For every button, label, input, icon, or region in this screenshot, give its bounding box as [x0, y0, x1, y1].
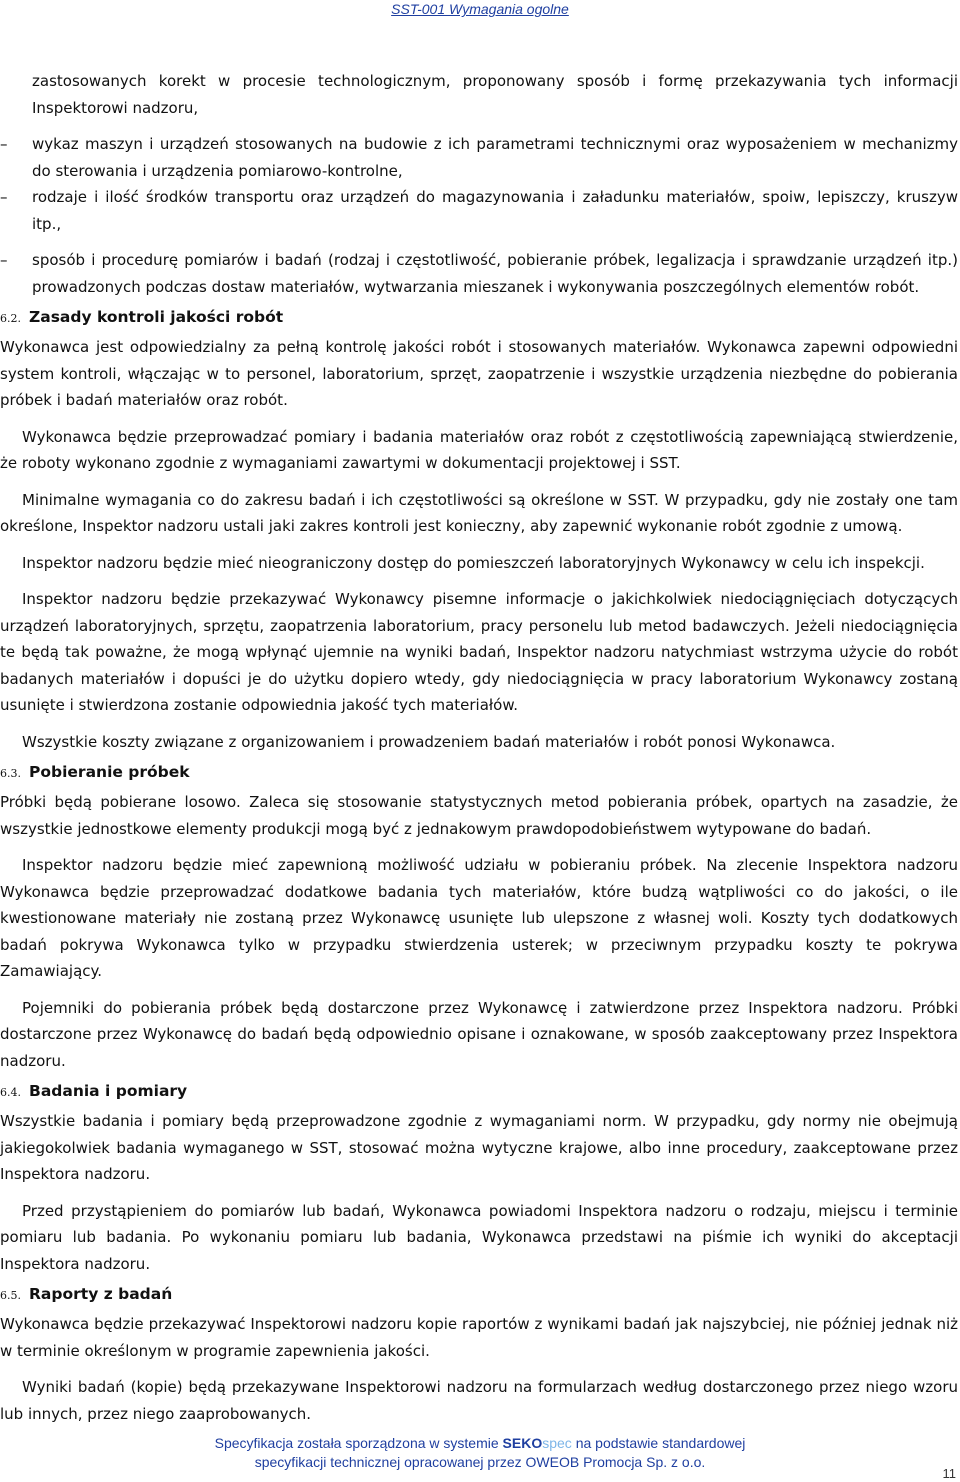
section-number: 6.4.	[0, 1086, 21, 1099]
list-dash: –	[0, 251, 8, 269]
paragraph: Wykonawca będzie przekazywać Inspektorowi nadzoru kopie raportów z wynikami badań jak najszybciej, nie później jednak niż w terminie określonym w programie zapewnienia jakości.	[0, 1315, 958, 1360]
list-item-text: zastosowanych korekt w procesie technologicznym, proponowany sposób i formę przekazywania tych informacji Inspektorowi nadzoru,	[32, 72, 958, 117]
section-number: 6.3.	[0, 767, 21, 780]
list-item	[0, 68, 958, 121]
page-number: 11	[942, 1466, 956, 1481]
list-dash: –	[0, 135, 8, 153]
section-title: Pobieranie próbek	[29, 763, 190, 781]
section-heading	[0, 757, 958, 789]
section-title: Badania i pomiary	[29, 1082, 188, 1100]
footer-text: Specyfikacja została sporządzona w systemie	[214, 1435, 499, 1451]
paragraph: Przed przystąpieniem do pomiarów lub badań, Wykonawca powiadomi Inspektora nadzoru o rodzaju, miejscu i terminie pomiaru lub badania. Po wykonaniu pomiaru lub badania, Wykonawca przedstawi na piśmie ich wyniki do akceptacji Inspektora nadzoru.	[0, 1201, 958, 1273]
section-title: Raporty z badań	[29, 1285, 173, 1303]
section-number: 6.5.	[0, 1289, 21, 1302]
paragraph: Wykonawca jest odpowiedzialny za pełną kontrolę jakości robót i stosowanych materiałów. Wykonawca zapewni odpowiedni system kontroli, włączając w to personel, laboratorium, sprzęt, zaopatrzenie i wszystkie urządzenia niezbędne do pobierania próbek i badań materiałów oraz robót.	[0, 338, 958, 409]
paragraph: Inspektor nadzoru będzie przekazywać Wykonawcy pisemne informacje o jakichkolwiek niedociągnięciach dotyczących urządzeń laboratoryjnych, sprzętu, zaopatrzenia laboratorium, pracy personelu lub metod badawczych. Jeżeli niedociągnięcia te będą tak poważne, że mogą wpłynąć ujemnie na wyniki badań, Inspektor nadzoru natychmiast wstrzyma użycie do robót badanych materiałów i dopuści je do użytku dopiero wtedy, gdy niedociągnięcia w pracy laboratorium Wykonawcy zostaną usunięte i stwierdzona zostanie odpowiednia jakość tych materiałów.	[0, 590, 958, 714]
paragraph: Inspektor nadzoru będzie mieć nieograniczony dostęp do pomieszczeń laboratoryjnych Wykonawcy w celu ich inspekcji.	[22, 553, 925, 572]
paragraph: Wszystkie koszty związane z organizowaniem i prowadzeniem badań materiałów i robót ponosi Wykonawca.	[22, 732, 836, 751]
paragraph: Próbki będą pobierane losowo. Zaleca się stosowanie statystycznych metod pobierania próbek, opartych na zasadzie, że wszystkie jednostkowe elementy produkcji mogą być z jednakowym prawdopodobieństwem wytypowane do badań.	[0, 793, 958, 838]
sekospec-logo	[503, 1435, 572, 1451]
paragraph: Minimalne wymagania co do zakresu badań i ich częstotliwości są określone w SST. W przypadku, gdy nie zostały one tam określone, Inspektor nadzoru ustali jaki zakres kontroli jest konieczny, aby zapewnić wykonanie robót zgodnie z umową.	[0, 490, 958, 535]
paragraph: Wyniki badań (kopie) będą przekazywane Inspektorowi nadzoru na formularzach według dostarczonego przez niego wzoru lub innych, przez niego zaaprobowanych.	[0, 1378, 958, 1423]
paragraph: Wykonawca będzie przeprowadzać pomiary i badania materiałów oraz robót z częstotliwością zapewniającą stwierdzenie, że roboty wykonano zgodnie z wymaganiami zawartymi w dokumentacji projektowej i SST.	[0, 427, 958, 472]
paragraph: Pojemniki do pobierania próbek będą dostarczone przez Wykonawcę i zatwierdzone przez Inspektora nadzoru. Próbki dostarczone przez Wykonawcę do badań będą odpowiednio opisane i oznakowane, w sposób zaakceptowany przez Inspektora nadzoru.	[0, 998, 958, 1070]
footer-line-1	[0, 1434, 960, 1453]
section-heading	[0, 1279, 958, 1311]
list-item	[0, 247, 958, 300]
logo-part-spec: spec	[542, 1435, 572, 1451]
footer-text: na podstawie standardowej	[575, 1435, 746, 1451]
section-heading	[0, 1076, 958, 1108]
logo-part-seko: SEKO	[502, 1435, 543, 1451]
document-body	[0, 68, 958, 1427]
paragraph: Wszystkie badania i pomiary będą przeprowadzone zgodnie z wymaganiami norm. W przypadku, gdy normy nie obejmują jakiegokolwiek badania wymaganego w SST, stosować można wytyczne krajowe, albo inne procedury, zaakceptowane przez Inspektora nadzoru.	[0, 1112, 958, 1183]
list-item	[0, 184, 958, 237]
list-dash: –	[0, 188, 8, 206]
requirements-list	[0, 68, 958, 300]
list-dash	[0, 68, 32, 121]
section-number: 6.2.	[0, 312, 21, 325]
list-item-text: wykaz maszyn i urządzeń stosowanych na budowie z ich parametrami technicznymi oraz wyposażeniem w mechanizmy do sterowania i urządzenia pomiarowo-kontrolne,	[32, 135, 958, 180]
list-item-text: rodzaje i ilość środków transportu oraz urządzeń do magazynowania i załadunku materiałów, spoiw, lepiszczy, kruszyw itp.,	[32, 188, 958, 233]
document-footer	[0, 1434, 960, 1472]
section-title: Zasady kontroli jakości robót	[29, 308, 284, 326]
paragraph: Inspektor nadzoru będzie mieć zapewnioną możliwość udziału w pobieraniu próbek. Na zlecenie Inspektora nadzoru Wykonawca będzie przeprowadzać dodatkowe badania tych materiałów, które budzą wątpliwości co do jakości, o ile kwestionowane materiały nie zostaną przez Wykonawcę usunięte lub ulepszone z własnej woli. Koszty tych dodatkowych badań pokrywa Wykonawca tylko w przypadku stwierdzenia usterek; w przeciwnym przypadku koszty te pokrywa Zamawiający.	[0, 856, 958, 980]
list-item-text: sposób i procedurę pomiarów i badań (rodzaj i częstotliwość, pobieranie próbek, legalizacja i sprawdzanie urządzeń itp.) prowadzonych podczas dostaw materiałów, wytwarzania mieszanek i wykonywania poszczególnych elementów robót.	[32, 251, 958, 296]
section-heading	[0, 302, 958, 334]
footer-line-2: specyfikacji technicznej opracowanej przez OWEOB Promocja Sp. z o.o.	[254, 1454, 706, 1470]
list-item	[0, 131, 958, 184]
document-header: SST-001 Wymagania ogolne	[391, 1, 569, 17]
